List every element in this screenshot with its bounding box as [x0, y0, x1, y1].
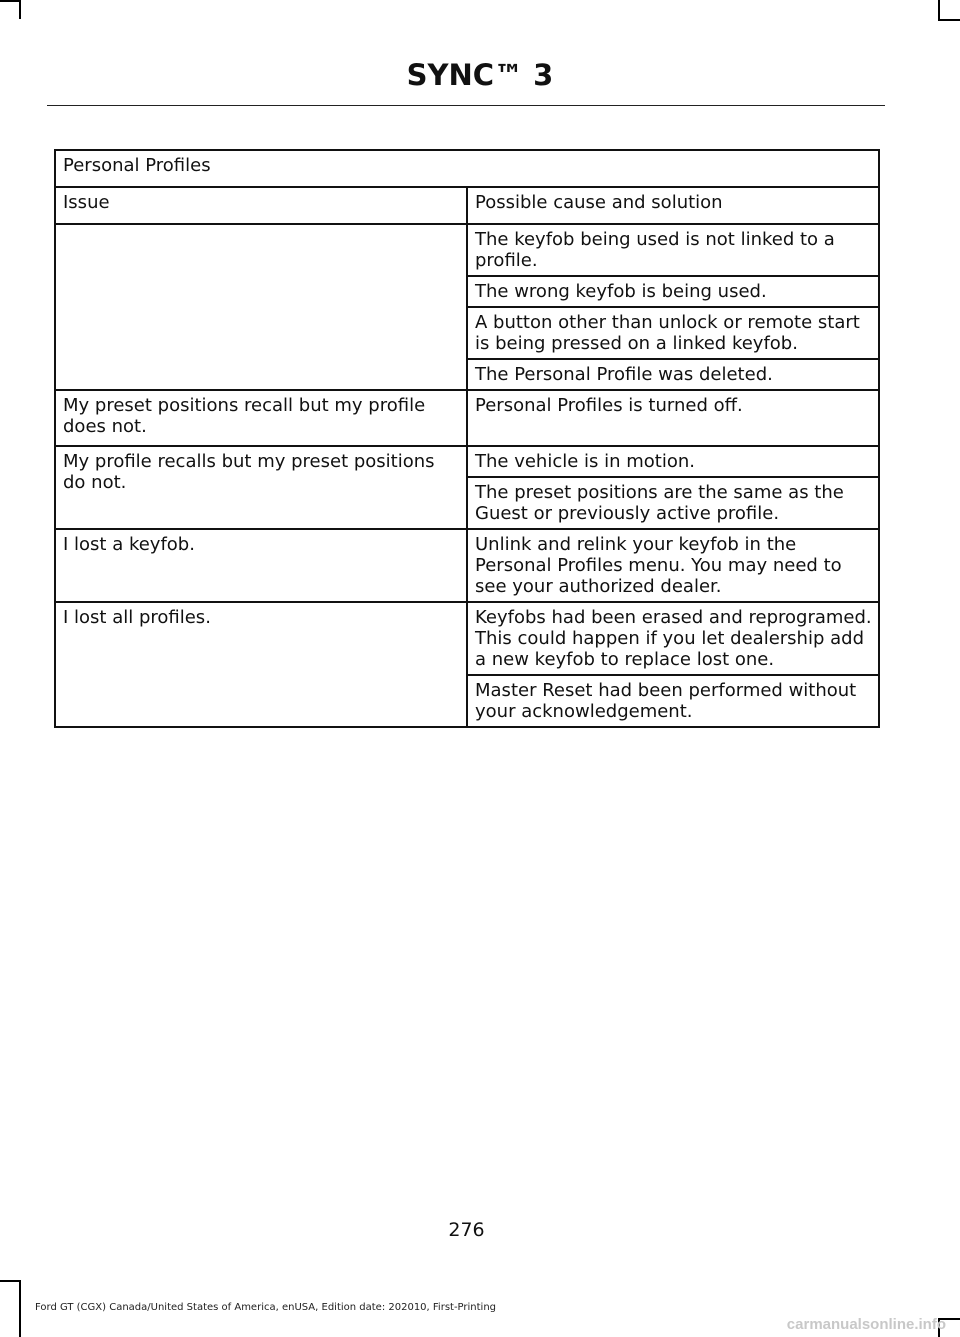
issue-cell: My preset positions recall but my profile does not. [55, 390, 467, 446]
page-number: 276 [448, 1219, 485, 1241]
table-title: Personal Profiles [55, 150, 879, 187]
cause-cell: Keyfobs had been erased and reprogramed. This could happen if you let dealership add a new keyfob to replace lost one. [467, 602, 879, 675]
cause-cell: The vehicle is in motion. [467, 446, 879, 477]
page-title: SYNC™ 3 [406, 58, 554, 92]
table-header-row [55, 187, 879, 224]
cause-cell: The preset positions are the same as the Guest or previously active profile. [467, 477, 879, 529]
issue-cell: I lost a keyfob. [55, 529, 467, 602]
crop-mark-bottom-left [19, 1280, 21, 1337]
cause-cell: Personal Profiles is turned off. [467, 390, 879, 446]
column-header-issue: Issue [55, 187, 467, 224]
crop-mark-top-left-vertical [19, 0, 21, 19]
crop-mark-top-right-horizontal [938, 19, 960, 21]
cause-cell: The Personal Profile was deleted. [467, 359, 879, 390]
table-row [55, 390, 879, 446]
cause-cell: Master Reset had been performed without your acknowledgement. [467, 675, 879, 727]
cause-cell: The wrong keyfob is being used. [467, 276, 879, 307]
crop-mark-bottom-left-horizontal [0, 1280, 19, 1282]
watermark: carmanualsonline.info [786, 1316, 946, 1333]
table-row [55, 446, 879, 477]
table-title-row [55, 150, 879, 187]
table-row [55, 602, 879, 675]
column-header-cause: Possible cause and solution [467, 187, 879, 224]
issue-cell: I lost all profiles. [55, 602, 467, 727]
header-divider [47, 105, 885, 106]
issue-cell [55, 224, 467, 390]
crop-mark-top-left [0, 0, 19, 2]
issue-cell: My profile recalls but my preset positions do not. [55, 446, 467, 529]
personal-profiles-table [54, 149, 880, 728]
cause-cell: Unlink and relink your keyfob in the Personal Profiles menu. You may need to see your authorized dealer. [467, 529, 879, 602]
cause-cell: The keyfob being used is not linked to a profile. [467, 224, 879, 276]
table-row [55, 224, 879, 276]
footer-edition-text: Ford GT (CGX) Canada/United States of America, enUSA, Edition date: 202010, First-Printing [35, 1302, 497, 1313]
table-row [55, 529, 879, 602]
cause-cell: A button other than unlock or remote start is being pressed on a linked keyfob. [467, 307, 879, 359]
crop-mark-top-right [938, 0, 940, 19]
